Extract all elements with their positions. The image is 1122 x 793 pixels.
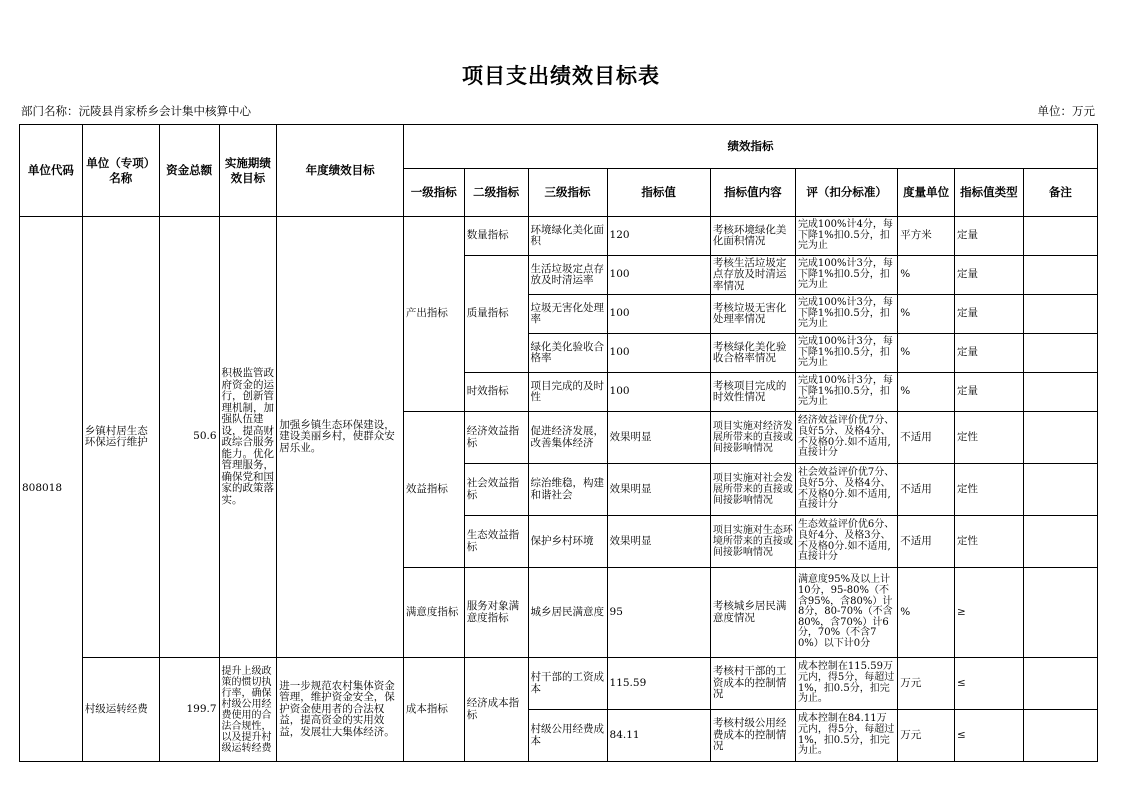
value-cell: 100 bbox=[607, 334, 710, 373]
value-cell: 效果明显 bbox=[607, 412, 710, 464]
header-total-funds: 资金总额 bbox=[159, 125, 219, 217]
remark-cell bbox=[1023, 334, 1097, 373]
scoring-cell: 完成100%计4分，每下降1%扣0.5分，扣完为止 bbox=[795, 217, 897, 256]
project-amount-cell: 199.7 bbox=[159, 658, 219, 762]
value-cell: 95 bbox=[607, 568, 710, 658]
header-unit-name: 单位（专项）名称 bbox=[82, 125, 159, 217]
header-remark: 备注 bbox=[1023, 169, 1097, 217]
content-cell: 考核绿化美化验收合格率情况 bbox=[710, 334, 795, 373]
table-row bbox=[20, 217, 1098, 256]
l2-ecological-cell: 生态效益指标 bbox=[464, 516, 528, 568]
scoring-cell: 完成100%计3分，每下降1%扣0.5分，扣完为止 bbox=[795, 256, 897, 295]
period-goal-cell: 提升上级政策的惯切执行率，确保村级公用经费使用的合法合规性，以及提升村级运转经费 bbox=[219, 658, 277, 762]
l1-output-cell: 产出指标 bbox=[403, 217, 464, 412]
remark-cell bbox=[1023, 658, 1097, 710]
header-level2: 二级指标 bbox=[464, 169, 528, 217]
l3-cell: 促进经济发展，改善集体经济 bbox=[528, 412, 607, 464]
l1-cost-cell: 成本指标 bbox=[403, 658, 464, 762]
scoring-cell: 成本控制在115.59万元内，得5分，每超过1%，扣0.5分，扣完为止。 bbox=[795, 658, 897, 710]
type-cell: 定性 bbox=[954, 412, 1023, 464]
value-cell: 效果明显 bbox=[607, 516, 710, 568]
value-cell: 100 bbox=[607, 373, 710, 412]
header-value-type: 指标值类型 bbox=[954, 169, 1023, 217]
unit-cell: % bbox=[898, 256, 955, 295]
type-cell: 定量 bbox=[954, 373, 1023, 412]
l2-social-cell: 社会效益指标 bbox=[464, 464, 528, 516]
unit-cell: 万元 bbox=[898, 658, 955, 710]
performance-table bbox=[19, 124, 1098, 762]
unit-cell: % bbox=[898, 373, 955, 412]
type-cell: 定量 bbox=[954, 295, 1023, 334]
l3-cell: 城乡居民满意度 bbox=[528, 568, 607, 658]
type-cell: ≤ bbox=[954, 710, 1023, 762]
project-amount-cell: 50.6 bbox=[159, 217, 219, 658]
remark-cell bbox=[1023, 256, 1097, 295]
l2-service-cell: 服务对象满意度指标 bbox=[464, 568, 528, 658]
type-cell: ≥ bbox=[954, 568, 1023, 658]
content-cell: 考核项目完成的时效性情况 bbox=[710, 373, 795, 412]
value-cell: 效果明显 bbox=[607, 464, 710, 516]
header-content: 指标值内容 bbox=[710, 169, 795, 217]
type-cell: 定量 bbox=[954, 334, 1023, 373]
value-cell: 115.59 bbox=[607, 658, 710, 710]
remark-cell bbox=[1023, 516, 1097, 568]
content-cell: 考核城乡居民满意度情况 bbox=[710, 568, 795, 658]
l3-cell: 绿化美化验收合格率 bbox=[528, 334, 607, 373]
type-cell: ≤ bbox=[954, 658, 1023, 710]
unit-cell: 不适用 bbox=[898, 516, 955, 568]
l3-cell: 环境绿化美化面积 bbox=[528, 217, 607, 256]
l3-cell: 综治维稳，构建和谐社会 bbox=[528, 464, 607, 516]
project-name-cell: 乡镇村居生态环保运行维护 bbox=[82, 217, 159, 658]
content-cell: 考核村级公用经费成本的控制情况 bbox=[710, 710, 795, 762]
l2-econ-cost-cell: 经济成本指标 bbox=[464, 658, 528, 762]
l2-timeliness-cell: 时效指标 bbox=[464, 373, 528, 412]
l3-cell: 村级公用经费成本 bbox=[528, 710, 607, 762]
l2-economic-cell: 经济效益指标 bbox=[464, 412, 528, 464]
content-cell: 考核垃圾无害化处理率情况 bbox=[710, 295, 795, 334]
unit-label: 单位：万元 bbox=[1037, 104, 1095, 118]
l3-cell: 保护乡村环境 bbox=[528, 516, 607, 568]
unit-cell: 平方米 bbox=[898, 217, 955, 256]
value-cell: 120 bbox=[607, 217, 710, 256]
type-cell: 定性 bbox=[954, 516, 1023, 568]
header-value: 指标值 bbox=[607, 169, 710, 217]
scoring-cell: 完成100%计3分，每下降1%扣0.5分，扣完为止 bbox=[795, 373, 897, 412]
unit-cell: % bbox=[898, 295, 955, 334]
value-cell: 100 bbox=[607, 295, 710, 334]
header-measure-unit: 度量单位 bbox=[898, 169, 955, 217]
header-indicators: 绩效指标 bbox=[403, 125, 1097, 169]
l3-cell: 垃圾无害化处理率 bbox=[528, 295, 607, 334]
unit-cell: % bbox=[898, 334, 955, 373]
l3-cell: 村干部的工资成本 bbox=[528, 658, 607, 710]
remark-cell bbox=[1023, 568, 1097, 658]
remark-cell bbox=[1023, 217, 1097, 256]
unit-cell: 不适用 bbox=[898, 412, 955, 464]
header-scoring: 评（扣分标准） bbox=[795, 169, 897, 217]
remark-cell bbox=[1023, 373, 1097, 412]
unit-cell: % bbox=[898, 568, 955, 658]
header-unit-code: 单位代码 bbox=[20, 125, 83, 217]
header-period-goal: 实施期绩效目标 bbox=[219, 125, 277, 217]
type-cell: 定量 bbox=[954, 217, 1023, 256]
remark-cell bbox=[1023, 710, 1097, 762]
l1-benefit-cell: 效益指标 bbox=[403, 412, 464, 568]
l3-cell: 生活垃圾定点存放及时清运率 bbox=[528, 256, 607, 295]
header-level3: 三级指标 bbox=[528, 169, 607, 217]
remark-cell bbox=[1023, 295, 1097, 334]
l1-satisfaction-cell: 满意度指标 bbox=[403, 568, 464, 658]
content-cell: 考核村干部的工资成本的控制情况 bbox=[710, 658, 795, 710]
scoring-cell: 完成100%计3分，每下降1%扣0.5分，扣完为止 bbox=[795, 295, 897, 334]
value-cell: 84.11 bbox=[607, 710, 710, 762]
remark-cell bbox=[1023, 464, 1097, 516]
content-cell: 项目实施对生态环境所带来的直接或间接影响情况 bbox=[710, 516, 795, 568]
content-cell: 考核生活垃圾定点存放及时清运率情况 bbox=[710, 256, 795, 295]
table-row bbox=[20, 658, 1098, 710]
header-row-1 bbox=[20, 125, 1098, 169]
annual-goal-cell: 进一步规范农村集体资金管理，维护资金安全，保护资金使用者的合法权益，提高资金的实用效益，发展壮大集体经济。 bbox=[277, 658, 404, 762]
content-cell: 项目实施对社会发展所带来的直接或间接影响情况 bbox=[710, 464, 795, 516]
l3-cell: 项目完成的及时性 bbox=[528, 373, 607, 412]
page-title: 项目支出绩效目标表 bbox=[462, 64, 660, 88]
value-cell: 100 bbox=[607, 256, 710, 295]
scoring-cell: 经济效益评价优7分、良好5分、及格4分、不及格0分.如不适用,直接计分 bbox=[795, 412, 897, 464]
scoring-cell: 社会效益评价优7分、良好5分、及格4分、不及格0分.如不适用,直接计分 bbox=[795, 464, 897, 516]
type-cell: 定性 bbox=[954, 464, 1023, 516]
l2-quality-cell: 质量指标 bbox=[464, 256, 528, 373]
department-label: 部门名称：沅陵县肖家桥乡会计集中核算中心 bbox=[21, 104, 251, 118]
scoring-cell: 生态效益评价优6分、良好4分、及格3分、不及格0分.如不适用,直接计分 bbox=[795, 516, 897, 568]
scoring-cell: 满意度95%及以上计10分，95-80%（不含95%，含80%）计8分，80-70%（不含80%，含70%）计6分，70%（不含70%）以下计0分 bbox=[795, 568, 897, 658]
header-annual-goal: 年度绩效目标 bbox=[277, 125, 404, 217]
content-cell: 考核环境绿化美化面积情况 bbox=[710, 217, 795, 256]
annual-goal-cell: 加强乡镇生态环保建设，建设美丽乡村，使群众安居乐业。 bbox=[277, 217, 404, 658]
content-cell: 项目实施对经济发展所带来的直接或间接影响情况 bbox=[710, 412, 795, 464]
type-cell: 定量 bbox=[954, 256, 1023, 295]
unit-cell: 万元 bbox=[898, 710, 955, 762]
scoring-cell: 成本控制在84.11万元内，得5分，每超过1%，扣0.5分，扣完为止。 bbox=[795, 710, 897, 762]
scoring-cell: 完成100%计3分，每下降1%扣0.5分，扣完为止 bbox=[795, 334, 897, 373]
unit-cell: 不适用 bbox=[898, 464, 955, 516]
project-name-cell: 村级运转经费 bbox=[82, 658, 159, 762]
period-goal-cell: 积极监管政府资金的运行，创新管理机制，加强队伍建设，提高财政综合服务能力。优化管理服务，确保党和国家的政策落实。 bbox=[219, 217, 277, 658]
l2-quantity-cell: 数量指标 bbox=[464, 217, 528, 256]
unit-code-cell: 808018 bbox=[20, 217, 83, 762]
header-level1: 一级指标 bbox=[403, 169, 464, 217]
remark-cell bbox=[1023, 412, 1097, 464]
